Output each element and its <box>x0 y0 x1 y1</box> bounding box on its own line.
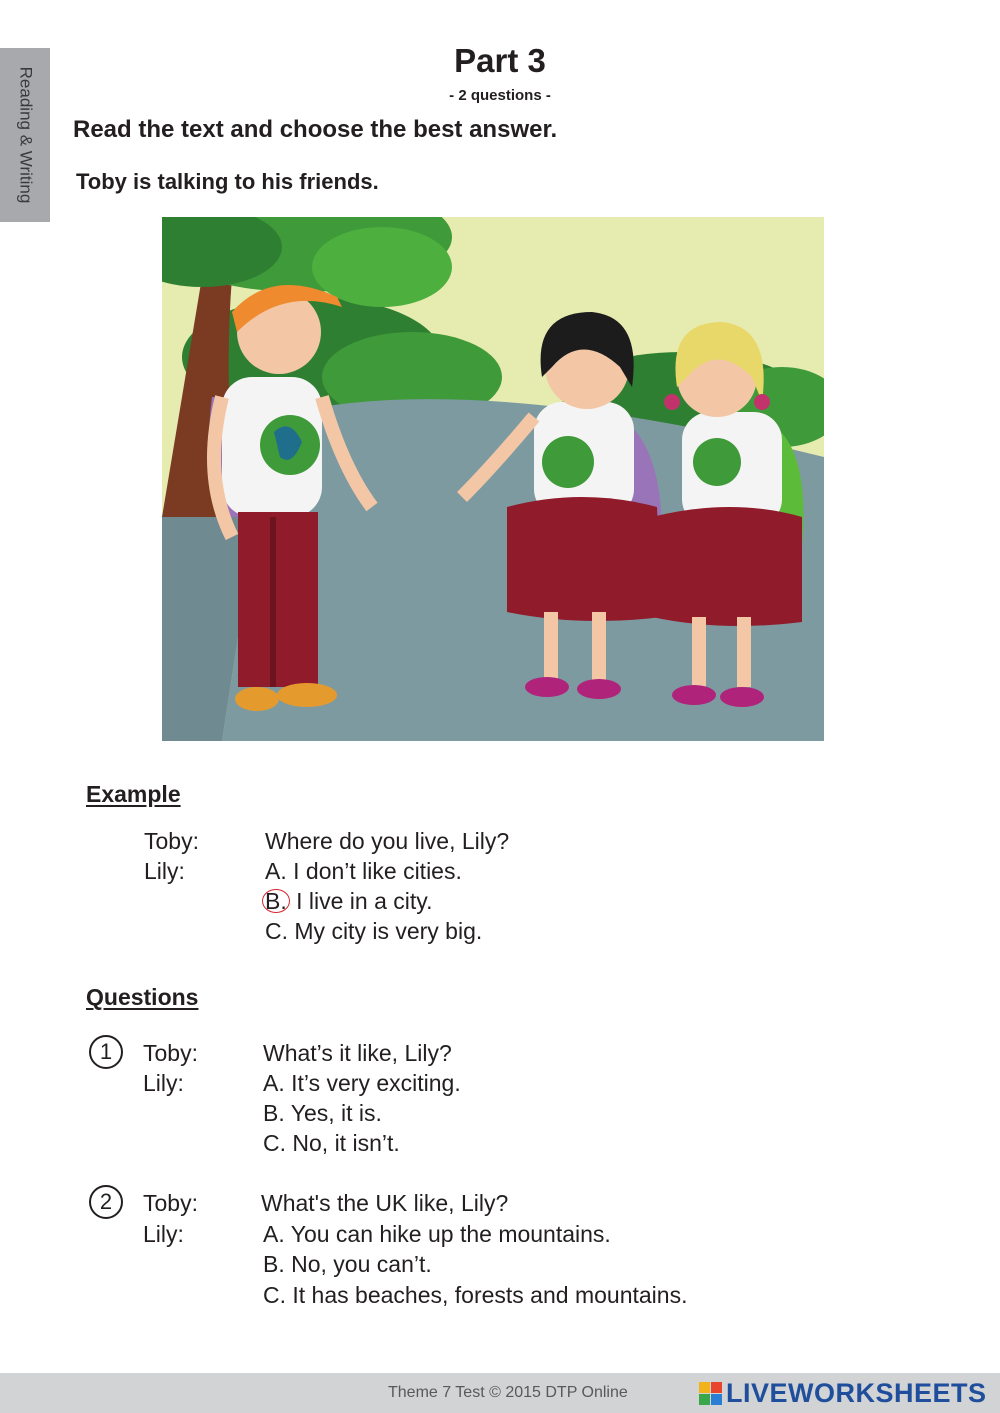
side-tab-label: Reading & Writing <box>16 66 36 204</box>
option-letter: C. <box>263 1282 286 1308</box>
q1-option-b[interactable] <box>263 1100 382 1127</box>
option-text: I don’t like cities. <box>293 858 462 884</box>
q2-speaker-toby: Toby: <box>143 1190 198 1216</box>
example-speaker-lily: Lily: <box>144 858 185 884</box>
brand-name: LIVEWORKSHEETS <box>726 1378 987 1408</box>
q1-question: What’s it like, Lily? <box>263 1040 452 1066</box>
context-text: Toby is talking to his friends. <box>76 169 379 194</box>
option-text: No, you can’t. <box>291 1251 432 1277</box>
example-option-a[interactable] <box>265 858 462 885</box>
example-question: Where do you live, Lily? <box>265 828 510 854</box>
option-letter: A. <box>263 1070 285 1096</box>
example-option-b[interactable] <box>265 888 432 915</box>
example-option-c[interactable] <box>265 918 482 945</box>
q1-speaker-toby: Toby: <box>143 1040 198 1066</box>
option-letter: C. <box>263 1130 286 1156</box>
q1-speaker-lily: Lily: <box>143 1070 184 1096</box>
page-subtitle: - 2 questions - <box>449 87 551 104</box>
footer-bar <box>0 1373 1000 1413</box>
example-speaker-toby: Toby: <box>144 828 199 854</box>
option-text: I live in a city. <box>296 888 433 914</box>
question-number-2: 2 <box>89 1185 123 1219</box>
instruction-text: Read the text and choose the best answer. <box>73 116 558 143</box>
option-text: It has beaches, forests and mountains. <box>292 1282 688 1308</box>
option-text: No, it isn’t. <box>292 1130 400 1156</box>
question-number-1: 1 <box>89 1035 123 1069</box>
q2-speaker-lily: Lily: <box>143 1221 184 1247</box>
option-text: It’s very exciting. <box>291 1070 461 1096</box>
option-text: My city is very big. <box>294 918 483 944</box>
option-letter: B. <box>263 1251 285 1277</box>
option-letter: B. <box>263 1100 285 1126</box>
q2-question: What's the UK like, Lily? <box>261 1190 509 1216</box>
illustration <box>162 217 824 741</box>
option-letter: B. <box>265 888 287 914</box>
q2-option-a[interactable] <box>263 1221 611 1248</box>
option-letter: C. <box>265 918 288 944</box>
q1-option-c[interactable] <box>263 1130 400 1157</box>
brand-link[interactable] <box>698 1378 987 1409</box>
option-letter: A. <box>265 858 287 884</box>
option-text: You can hike up the mountains. <box>290 1221 611 1247</box>
liveworksheets-logo-icon <box>698 1381 724 1407</box>
q2-option-c[interactable] <box>263 1282 687 1309</box>
selected-answer-circle <box>262 889 290 913</box>
option-letter: A. <box>263 1221 285 1247</box>
questions-heading: Questions <box>86 984 199 1010</box>
footer-credit: Theme 7 Test © 2015 DTP Online <box>388 1384 628 1401</box>
q2-option-b[interactable] <box>263 1251 432 1278</box>
option-text: Yes, it is. <box>290 1100 382 1126</box>
page-title: Part 3 <box>454 42 546 79</box>
q1-option-a[interactable] <box>263 1070 461 1097</box>
example-heading: Example <box>86 781 181 807</box>
